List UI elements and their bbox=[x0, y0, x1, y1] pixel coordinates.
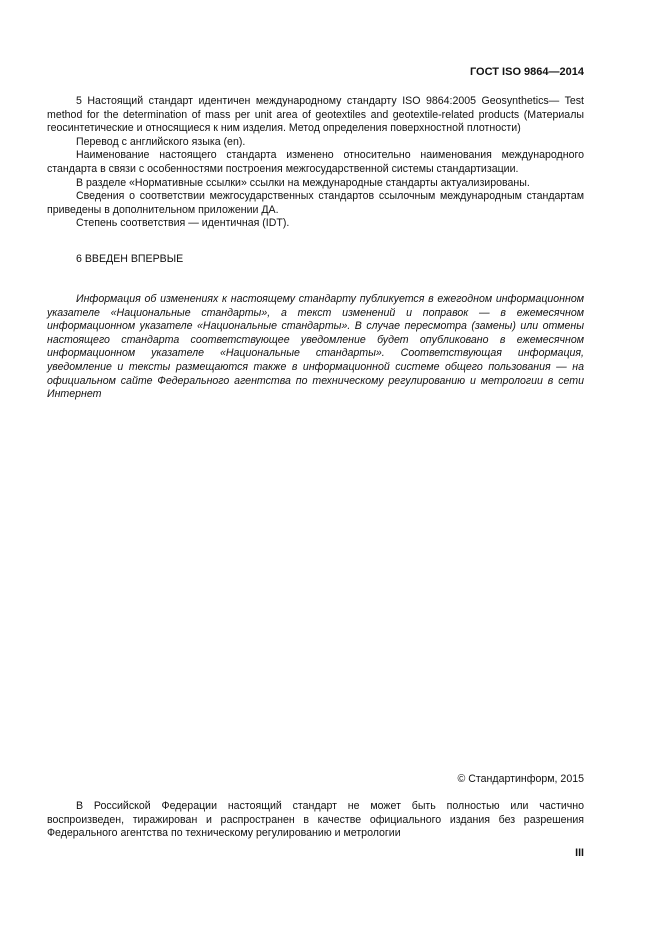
translation-note: Перевод с английского языка (en). bbox=[76, 135, 246, 148]
standard-code-header: ГОСТ ISO 9864—2014 bbox=[469, 66, 584, 78]
copyright: © Стандартинформ, 2015 bbox=[457, 773, 584, 785]
legal-notice: В Российской Федерации настоящий стандарт не может быть полностью или частично воспроизведен, тиражирован и распространен в качестве официального издания без разрешения Федерального агентства по техническому регулированию и метрологии bbox=[47, 800, 584, 840]
page-number: III bbox=[575, 847, 584, 859]
name-change-note: Наименование настоящего стандарта изменено относительно наименования международного стандарта в связи с особенностями построения межгосударственной системы стандартизации. bbox=[47, 149, 584, 175]
info-notice: Информация об изменениях к настоящему стандарту публикуется в ежегодном информационном указателе «Национальные стандарты», а текст изменений и поправок — в ежемесячном информационном указателе «Национальные стандарты». В случае пересмотра (замены) или отмены настоящего стандарта соответствующее уведомление будет опубликовано в ежемесячном информационном указателе «Национальные стандарты». Соответствующая информация, уведомление и тексты размещаются также в информационной системе общего пользования — на официальном сайте Федерального агентства по техническому регулированию и метрологии в сети Интернет bbox=[47, 293, 584, 401]
section-5-intro: 5 Настоящий стандарт идентичен международному стандарту ISO 9864:2005 Geosynthetics— Test method for the determination of mass per unit area of geotextiles and geotextile-related products (Материалы геосинтетические и относящиеся к ним изделия. Метод определения поверхностной плотности) bbox=[47, 95, 584, 135]
appendix-note: Сведения о соответствии межгосударственных стандартов ссылочным международным стандартам приведены в дополнительном приложении ДА. bbox=[47, 190, 584, 216]
degree-note: Степень соответствия — идентичная (IDT). bbox=[76, 217, 290, 230]
section-5 bbox=[47, 95, 584, 231]
section-6: 6 ВВЕДЕН ВПЕРВЫЕ bbox=[76, 253, 184, 265]
references-note: В разделе «Нормативные ссылки» ссылки на международные стандарты актуализированы. bbox=[76, 176, 530, 189]
